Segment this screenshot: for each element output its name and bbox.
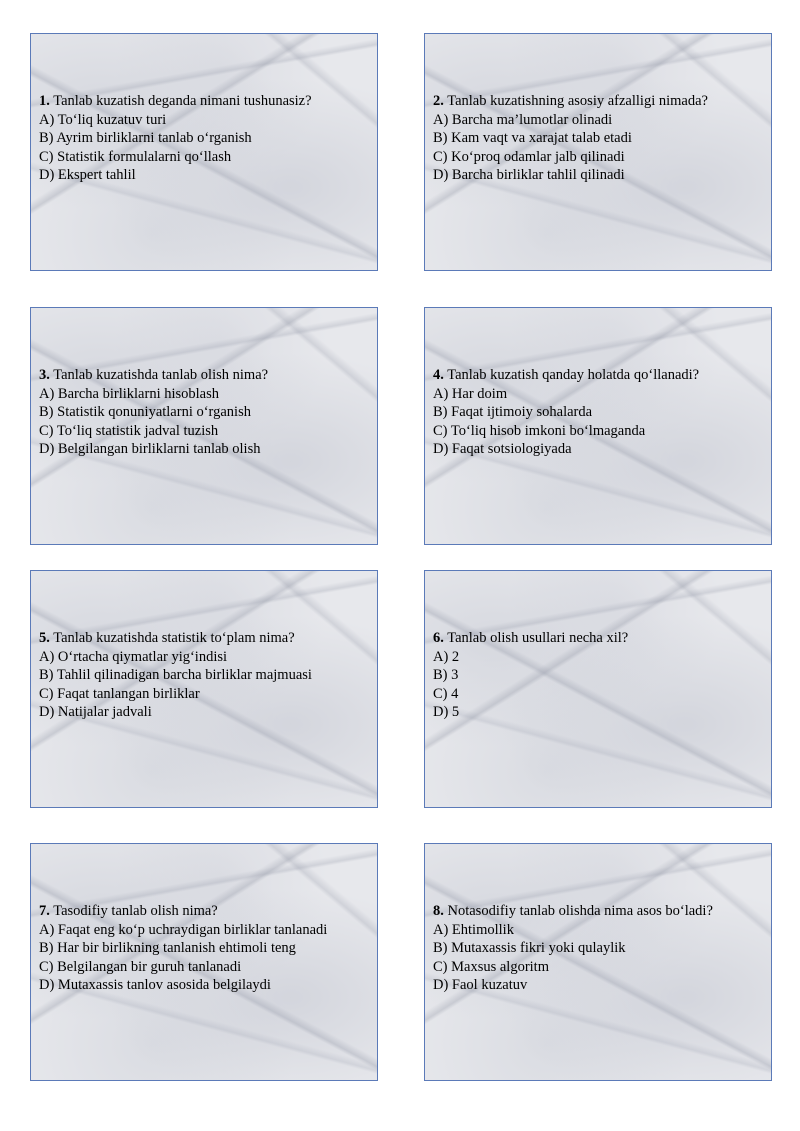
option-c: C) Faqat tanlangan birliklar [39, 685, 200, 702]
question-text: Tasodifiy tanlab olish nima? [53, 903, 218, 919]
question-number: 4. [433, 367, 444, 383]
option-b: B) 3 [433, 667, 459, 683]
question-text: Tanlab kuzatishning asosiy afzalligi nimada? [447, 93, 708, 109]
question-card-6 [424, 570, 772, 808]
question-text: Tanlab kuzatish qanday holatda qo‘llanadi? [447, 367, 700, 383]
question-text: Tanlab kuzatishda statistik to‘plam nima? [53, 630, 295, 646]
option-d: D) Natijalar jadvali [39, 704, 152, 720]
question-card-5 [30, 570, 378, 808]
question-line [39, 92, 371, 111]
option-d: D) 5 [433, 704, 460, 720]
option-a: A) Barcha ma’lumotlar olinadi [433, 111, 613, 128]
question-text: Tanlab kuzatishda tanlab olish nima? [53, 367, 269, 383]
question-line [433, 366, 765, 385]
question-line [39, 629, 371, 648]
option-d: D) Faqat sotsiologiyada [433, 441, 572, 457]
option-a: A) Barcha birliklarni hisoblash [39, 385, 219, 402]
question-number: 8. [433, 903, 444, 919]
option-c: C) Ko‘proq odamlar jalb qilinadi [433, 148, 625, 165]
question-card-1 [30, 33, 378, 271]
option-b: B) Statistik qonuniyatlarni o‘rganish [39, 404, 251, 420]
question-number: 5. [39, 630, 50, 646]
option-b: B) Kam vaqt va xarajat talab etadi [433, 130, 632, 146]
option-d: D) Ekspert tahlil [39, 167, 136, 183]
question-line [433, 902, 765, 921]
option-d: D) Barcha birliklar tahlil qilinadi [433, 167, 625, 183]
question-card-8 [424, 843, 772, 1081]
option-a: A) To‘liq kuzatuv turi [39, 111, 167, 128]
question-card-4 [424, 307, 772, 545]
option-c: C) Maxsus algoritm [433, 958, 549, 975]
option-d: D) Faol kuzatuv [433, 977, 528, 993]
option-c: C) Statistik formulalarni qo‘llash [39, 148, 232, 165]
option-b: B) Faqat ijtimoiy sohalarda [433, 404, 593, 420]
option-c: C) To‘liq hisob imkoni bo‘lmaganda [433, 422, 646, 439]
question-number: 2. [433, 93, 444, 109]
option-b: B) Har bir birlikning tanlanish ehtimoli teng [39, 940, 296, 956]
option-c: C) To‘liq statistik jadval tuzish [39, 422, 219, 439]
option-a: A) O‘rtacha qiymatlar yig‘indisi [39, 648, 228, 665]
question-line [39, 366, 371, 385]
question-number: 3. [39, 367, 50, 383]
option-a: A) Faqat eng ko‘p uchraydigan birliklar tanlanadi [39, 921, 328, 938]
question-content [433, 366, 765, 459]
question-content [39, 92, 371, 185]
question-content [433, 629, 765, 722]
option-c: C) 4 [433, 685, 459, 702]
question-line [433, 92, 765, 111]
question-content [39, 629, 371, 722]
question-card-2 [424, 33, 772, 271]
option-a: A) Har doim [433, 385, 508, 402]
question-text: Tanlab olish usullari necha xil? [447, 630, 629, 646]
option-b: B) Ayrim birliklarni tanlab o‘rganish [39, 130, 252, 146]
question-content [433, 92, 765, 185]
question-content [433, 902, 765, 995]
option-c: C) Belgilangan bir guruh tanlanadi [39, 958, 242, 975]
question-line [39, 902, 371, 921]
question-line [433, 629, 765, 648]
question-card-7 [30, 843, 378, 1081]
question-text: Tanlab kuzatish deganda nimani tushunasiz? [53, 93, 312, 109]
question-number: 7. [39, 903, 50, 919]
option-b: B) Tahlil qilinadigan barcha birliklar majmuasi [39, 667, 312, 683]
question-text: Notasodifiy tanlab olishda nima asos bo‘ladi? [447, 903, 713, 919]
option-a: A) 2 [433, 648, 460, 665]
question-card-3 [30, 307, 378, 545]
option-a: A) Ehtimollik [433, 921, 514, 938]
option-b: B) Mutaxassis fikri yoki qulaylik [433, 940, 626, 956]
question-number: 1. [39, 93, 50, 109]
option-d: D) Mutaxassis tanlov asosida belgilaydi [39, 977, 271, 993]
option-d: D) Belgilangan birliklarni tanlab olish [39, 441, 261, 457]
question-content [39, 902, 371, 995]
question-content [39, 366, 371, 459]
question-number: 6. [433, 630, 444, 646]
